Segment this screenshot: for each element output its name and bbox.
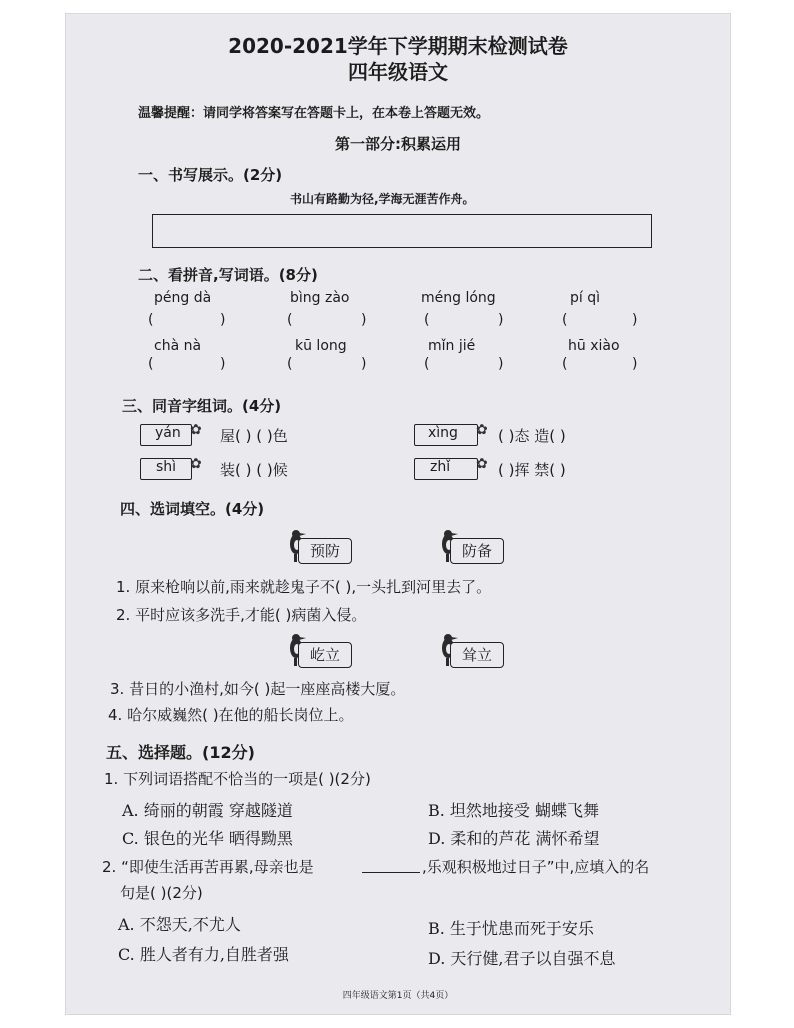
- answer-paren-open: (: [148, 312, 154, 328]
- q2-heading: 二、看拼音,写词语。(8分): [138, 266, 318, 284]
- answer-paren-close: ): [361, 356, 367, 372]
- q5-1-option-d: D. 柔和的芦花 满怀希望: [428, 829, 600, 848]
- pinyin-3: méng lóng: [421, 290, 496, 306]
- q4-sentence-1: 1. 原来枪响以前,雨来就趁鬼子不( ),一头扎到河里去了。: [116, 578, 492, 596]
- q5-2-option-d: D. 天行健,君子以自强不息: [428, 949, 616, 968]
- flower-icon: ✿: [476, 456, 488, 472]
- q3-row1-right: ( )态 造( ): [498, 427, 566, 445]
- exam-paper: [66, 14, 730, 1014]
- fill-blank-line: [362, 872, 420, 873]
- answer-paren-open: (: [562, 356, 568, 372]
- answer-paren-open: (: [287, 356, 293, 372]
- q3-row1-left: 屋( ) ( )色: [220, 427, 288, 445]
- word-option-songli: 耸立: [450, 642, 504, 668]
- pinyin-4: pí qì: [570, 290, 601, 306]
- pinyin-1: péng dà: [154, 290, 212, 306]
- q1-heading: 一、书写展示。(2分): [138, 166, 283, 184]
- pinyin-8: hū xiào: [568, 338, 620, 354]
- q3-heading: 三、同音字组词。(4分): [122, 397, 282, 415]
- answer-paren-close: ): [220, 312, 226, 328]
- q5-2-stem-part2: ,乐观积极地过日子”中,应填入的名: [422, 858, 650, 876]
- page-footer: 四年级语文第1页（共4页）: [342, 991, 454, 1001]
- answer-paren-open: (: [148, 356, 154, 372]
- q4-sentence-4: 4. 哈尔威巍然( )在他的船长岗位上。: [108, 706, 354, 724]
- q5-2-option-b: B. 生于忧患而死于安乐: [428, 919, 594, 938]
- answer-paren-open: (: [562, 312, 568, 328]
- q5-1-option-c: C. 银色的光华 晒得黝黑: [122, 829, 293, 848]
- answer-paren-close: ): [632, 356, 638, 372]
- exam-subtitle: 四年级语文: [348, 60, 448, 84]
- flower-icon: ✿: [190, 456, 202, 472]
- word-option-fangbei: 防备: [450, 538, 504, 564]
- answer-paren-open: (: [424, 356, 430, 372]
- q3-row2-right: ( )挥 禁( ): [498, 461, 566, 479]
- flower-icon: ✿: [190, 422, 202, 438]
- chip-pinyin-shi: shì: [156, 459, 177, 475]
- q5-2-stem-part1: 2. “即使生活再苦再累,母亲也是: [102, 858, 314, 876]
- answer-paren-close: ): [498, 312, 504, 328]
- flower-icon: ✿: [476, 422, 488, 438]
- answer-paren-close: ): [220, 356, 226, 372]
- q5-1-stem: 1. 下列词语搭配不恰当的一项是( )(2分): [104, 770, 371, 788]
- q3-row2-left: 装( ) ( )候: [220, 461, 288, 479]
- q5-1-option-b: B. 坦然地接受 蝴蝶飞舞: [428, 801, 600, 820]
- notice-text: 温馨提醒：请同学将答案写在答题卡上，在本卷上答题无效。: [138, 106, 490, 121]
- pinyin-6: kū long: [295, 338, 347, 354]
- word-option-yufang: 预防: [298, 538, 352, 564]
- exam-title: 2020-2021学年下学期期末检测试卷: [228, 34, 568, 58]
- q4-sentence-3: 3. 昔日的小渔村,如今( )起一座座高楼大厦。: [110, 680, 406, 698]
- q1-sentence: 书山有路勤为径,学海无涯苦作舟。: [290, 192, 475, 206]
- q5-1-option-a: A. 绮丽的朝霞 穿越隧道: [122, 801, 293, 820]
- answer-paren-open: (: [424, 312, 430, 328]
- handwriting-box[interactable]: [152, 214, 652, 248]
- chip-pinyin-xing: xìng: [428, 425, 458, 441]
- q5-2-option-a: A. 不怨天,不尤人: [118, 915, 241, 934]
- q5-2-stem-part3: 句是( )(2分): [120, 884, 203, 902]
- answer-paren-close: ): [632, 312, 638, 328]
- pinyin-2: bìng zào: [290, 290, 350, 306]
- q4-sentence-2: 2. 平时应该多洗手,才能( )病菌入侵。: [116, 606, 367, 624]
- q4-heading: 四、选词填空。(4分): [120, 500, 265, 518]
- part-title: 第一部分:积累运用: [335, 135, 461, 153]
- pinyin-5: chà nà: [154, 338, 202, 354]
- q5-2-option-c: C. 胜人者有力,自胜者强: [118, 945, 289, 964]
- q5-heading: 五、选择题。(12分): [106, 743, 255, 762]
- answer-paren-close: ): [361, 312, 367, 328]
- answer-paren-close: ): [498, 356, 504, 372]
- word-option-yili: 屹立: [298, 642, 352, 668]
- chip-pinyin-yan: yán: [155, 425, 181, 441]
- answer-paren-open: (: [287, 312, 293, 328]
- chip-pinyin-zhi: zhǐ: [430, 459, 451, 475]
- pinyin-7: mǐn jié: [428, 338, 476, 354]
